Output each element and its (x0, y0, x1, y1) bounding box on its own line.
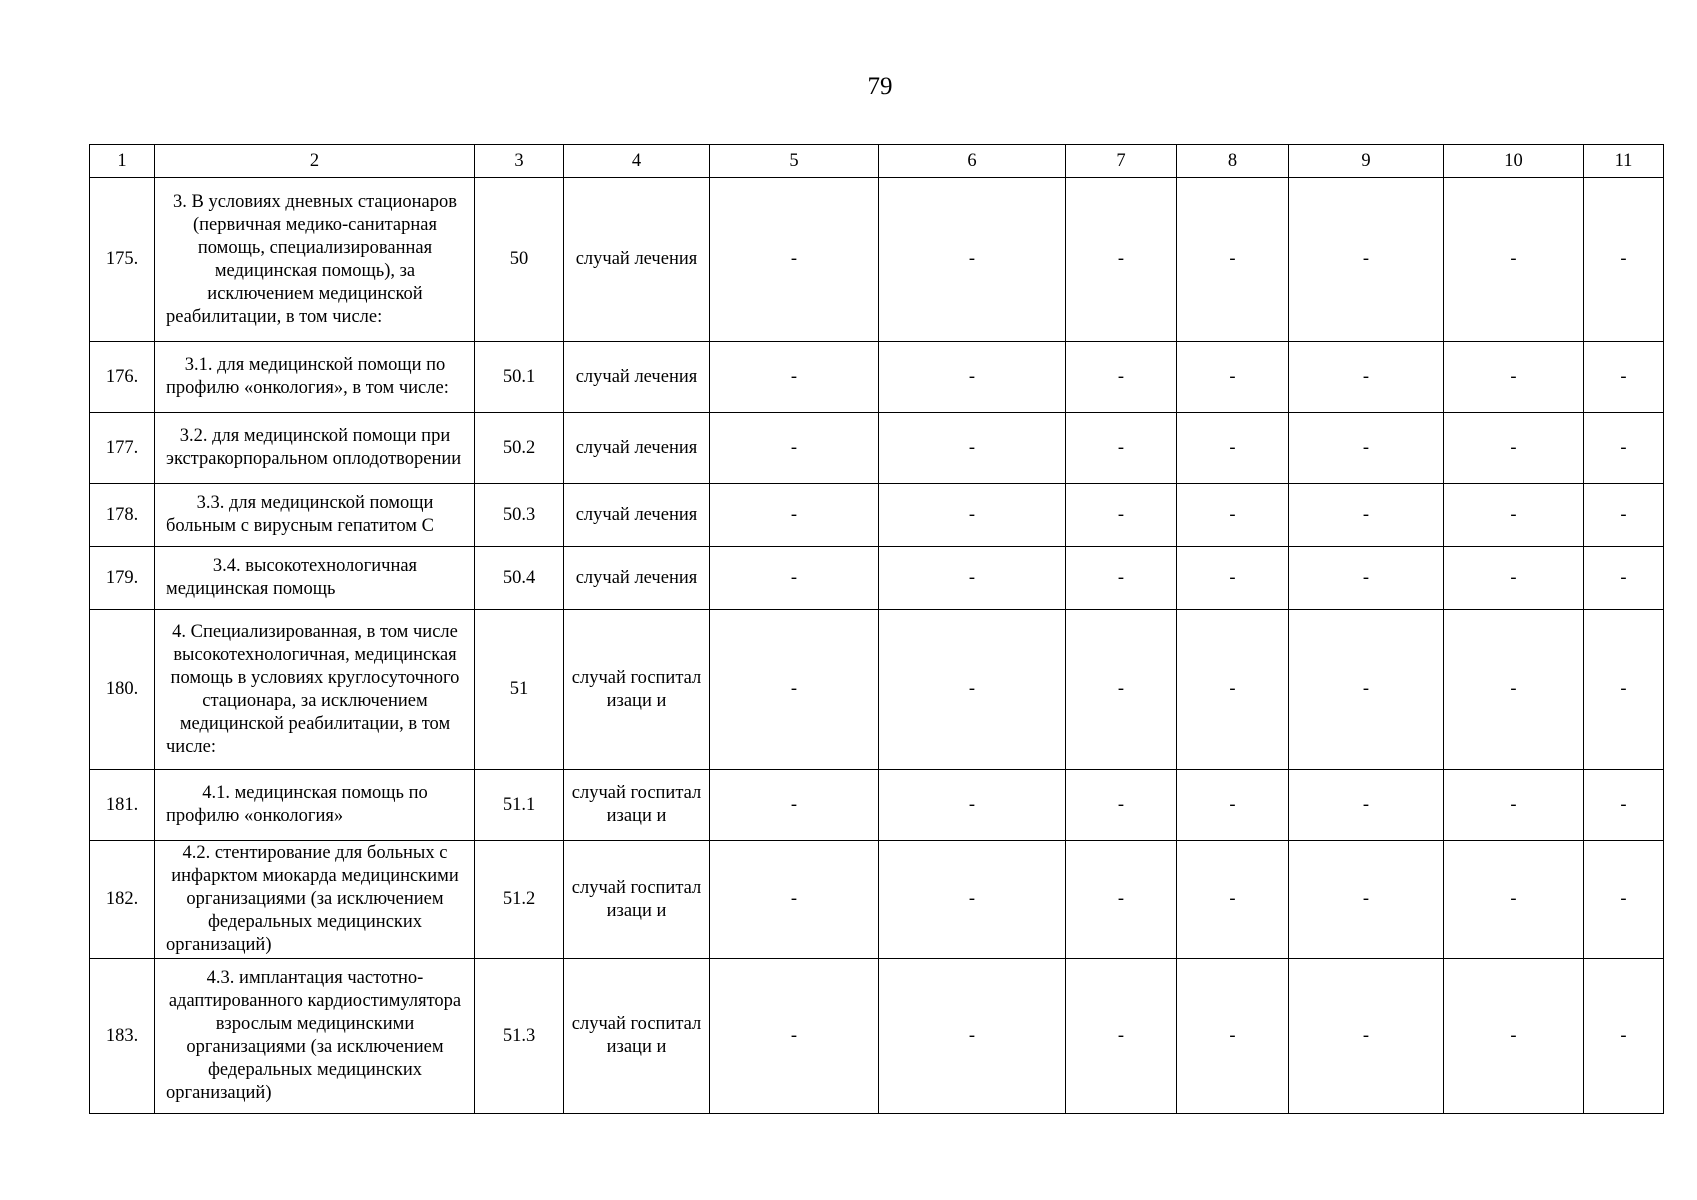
row-description: 4.1. медицинская помощь по профилю «онкология» (155, 770, 475, 841)
table-row (90, 484, 1664, 547)
row-value: - (879, 342, 1066, 413)
row-unit: случай лечения (564, 342, 710, 413)
row-description: 3.3. для медицинской помощи больным с вирусным гепатитом С (155, 484, 475, 547)
row-number: 179. (90, 547, 155, 610)
row-value: - (1444, 610, 1584, 770)
column-header: 9 (1289, 145, 1444, 178)
row-value: - (1066, 610, 1177, 770)
row-number: 177. (90, 413, 155, 484)
row-value: - (1066, 770, 1177, 841)
row-value: - (1177, 610, 1289, 770)
row-value: - (1066, 841, 1177, 959)
row-value: - (1444, 959, 1584, 1114)
row-value: - (710, 841, 879, 959)
row-value: - (1289, 841, 1444, 959)
row-unit: случай госпитализаци и (564, 770, 710, 841)
row-description: 4. Специализированная, в том числе высокотехнологичная, медицинская помощь в условиях круглосуточного стационара, за исключением медицинской реабилитации, в том числе: (155, 610, 475, 770)
row-value: - (1066, 547, 1177, 610)
row-code: 51.2 (475, 841, 564, 959)
table-row (90, 178, 1664, 342)
row-code: 51 (475, 610, 564, 770)
table-row (90, 342, 1664, 413)
row-value: - (1584, 547, 1664, 610)
row-value: - (1177, 770, 1289, 841)
row-value: - (1289, 610, 1444, 770)
row-value: - (879, 841, 1066, 959)
table-row (90, 413, 1664, 484)
row-value: - (1584, 413, 1664, 484)
row-value: - (1584, 484, 1664, 547)
row-value: - (1584, 959, 1664, 1114)
row-value: - (1177, 178, 1289, 342)
row-value: - (710, 413, 879, 484)
row-value: - (1177, 342, 1289, 413)
row-value: - (1444, 342, 1584, 413)
row-value: - (1584, 610, 1664, 770)
row-value: - (1289, 342, 1444, 413)
column-header: 3 (475, 145, 564, 178)
column-header: 8 (1177, 145, 1289, 178)
column-header: 2 (155, 145, 475, 178)
table-row (90, 547, 1664, 610)
row-value: - (1444, 178, 1584, 342)
row-value: - (710, 770, 879, 841)
row-value: - (1444, 770, 1584, 841)
row-description: 3.4. высокотехнологичная медицинская помощь (155, 547, 475, 610)
row-value: - (879, 959, 1066, 1114)
row-value: - (1177, 484, 1289, 547)
row-value: - (1177, 413, 1289, 484)
table-row (90, 959, 1664, 1114)
row-number: 181. (90, 770, 155, 841)
row-value: - (710, 484, 879, 547)
row-number: 176. (90, 342, 155, 413)
row-code: 51.3 (475, 959, 564, 1114)
row-value: - (1066, 484, 1177, 547)
row-value: - (710, 610, 879, 770)
row-value: - (1289, 547, 1444, 610)
row-unit: случай лечения (564, 178, 710, 342)
row-value: - (1444, 547, 1584, 610)
row-value: - (879, 770, 1066, 841)
column-header: 10 (1444, 145, 1584, 178)
data-table (89, 144, 1664, 1114)
row-number: 182. (90, 841, 155, 959)
row-value: - (1177, 841, 1289, 959)
row-value: - (1584, 770, 1664, 841)
row-value: - (1289, 484, 1444, 547)
row-value: - (1289, 178, 1444, 342)
column-header: 11 (1584, 145, 1664, 178)
page-number: 79 (867, 73, 893, 100)
row-value: - (710, 959, 879, 1114)
row-code: 51.1 (475, 770, 564, 841)
column-header: 4 (564, 145, 710, 178)
row-value: - (879, 610, 1066, 770)
row-value: - (710, 178, 879, 342)
row-value: - (710, 342, 879, 413)
row-value: - (1289, 770, 1444, 841)
row-value: - (1066, 178, 1177, 342)
row-code: 50.3 (475, 484, 564, 547)
column-header: 7 (1066, 145, 1177, 178)
row-value: - (1584, 178, 1664, 342)
row-unit: случай лечения (564, 484, 710, 547)
row-description: 4.2. стентирование для больных с инфарктом миокарда медицинскими организациями (за исключением федеральных медицинских организаций) (155, 841, 475, 959)
row-value: - (879, 413, 1066, 484)
row-code: 50.4 (475, 547, 564, 610)
row-code: 50.2 (475, 413, 564, 484)
row-unit: случай лечения (564, 413, 710, 484)
row-number: 180. (90, 610, 155, 770)
column-header: 5 (710, 145, 879, 178)
row-code: 50.1 (475, 342, 564, 413)
row-number: 178. (90, 484, 155, 547)
table-row (90, 841, 1664, 959)
row-value: - (1444, 841, 1584, 959)
row-value: - (1289, 413, 1444, 484)
row-value: - (879, 178, 1066, 342)
row-unit: случай госпитализаци и (564, 841, 710, 959)
row-value: - (1066, 959, 1177, 1114)
table-row (90, 610, 1664, 770)
row-value: - (1177, 547, 1289, 610)
row-unit: случай госпитализаци и (564, 610, 710, 770)
row-value: - (1584, 342, 1664, 413)
row-description: 4.3. имплантация частотно-адаптированного кардиостимулятора взрослым медицинскими организациями (за исключением федеральных медицинских организаций) (155, 959, 475, 1114)
row-value: - (1444, 413, 1584, 484)
column-header: 1 (90, 145, 155, 178)
row-value: - (1584, 841, 1664, 959)
row-description: 3. В условиях дневных стационаров (первичная медико-санитарная помощь, специализированная медицинская помощь), за исключением медицинской реабилитации, в том числе: (155, 178, 475, 342)
table-header-row (90, 145, 1664, 178)
row-value: - (879, 547, 1066, 610)
row-description: 3.2. для медицинской помощи при экстракорпоральном оплодотворении (155, 413, 475, 484)
row-code: 50 (475, 178, 564, 342)
row-value: - (1066, 413, 1177, 484)
row-value: - (710, 547, 879, 610)
row-value: - (879, 484, 1066, 547)
row-value: - (1289, 959, 1444, 1114)
table-row (90, 770, 1664, 841)
row-value: - (1066, 342, 1177, 413)
row-value: - (1177, 959, 1289, 1114)
row-description: 3.1. для медицинской помощи по профилю «онкология», в том числе: (155, 342, 475, 413)
row-number: 175. (90, 178, 155, 342)
row-number: 183. (90, 959, 155, 1114)
row-unit: случай лечения (564, 547, 710, 610)
row-value: - (1444, 484, 1584, 547)
row-unit: случай госпитализаци и (564, 959, 710, 1114)
column-header: 6 (879, 145, 1066, 178)
